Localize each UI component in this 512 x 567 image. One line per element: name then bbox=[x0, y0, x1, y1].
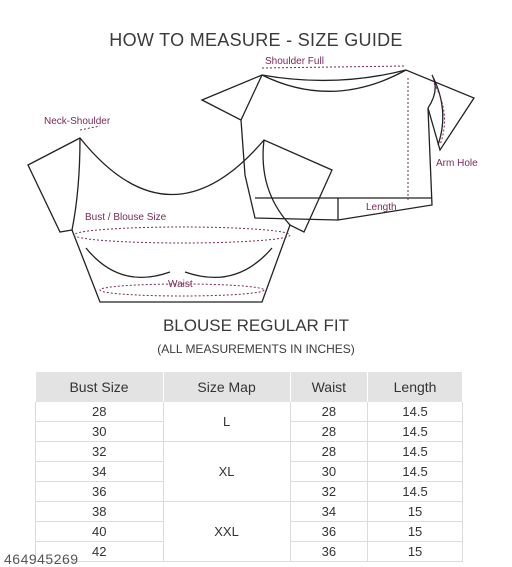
fit-title: BLOUSE REGULAR FIT bbox=[162, 316, 350, 335]
front-left-cup bbox=[86, 248, 170, 277]
bust-cell: 40 bbox=[36, 522, 164, 542]
length-cell: 14.5 bbox=[368, 442, 463, 462]
table-row bbox=[36, 402, 463, 422]
header-bust-size: Bust Size bbox=[36, 372, 164, 402]
size-chart-table bbox=[35, 372, 463, 562]
front-right-cup bbox=[185, 248, 272, 277]
length-cell: 14.5 bbox=[368, 422, 463, 442]
waist-cell: 28 bbox=[290, 442, 368, 462]
length-cell: 15 bbox=[368, 542, 463, 562]
length-label: Length bbox=[366, 202, 397, 213]
header-length: Length bbox=[368, 372, 463, 402]
blouse-measurement-diagram bbox=[0, 50, 512, 310]
table-row bbox=[36, 502, 463, 522]
neck-shoulder-label: Neck-Shoulder bbox=[44, 116, 111, 127]
header-size-map: Size Map bbox=[163, 372, 290, 402]
bust-label: Bust / Blouse Size bbox=[85, 212, 167, 223]
table-header-row bbox=[36, 372, 463, 402]
waist-cell: 36 bbox=[290, 522, 368, 542]
length-cell: 15 bbox=[368, 522, 463, 542]
bust-line bbox=[74, 227, 290, 243]
waist-cell: 30 bbox=[290, 462, 368, 482]
bust-cell: 36 bbox=[36, 482, 164, 502]
length-cell: 14.5 bbox=[368, 462, 463, 482]
waist-cell: 28 bbox=[290, 402, 368, 422]
watermark-text: 464945269 bbox=[4, 551, 79, 567]
header-waist: Waist bbox=[290, 372, 368, 402]
front-left-armhole bbox=[72, 138, 80, 230]
bust-cell: 42 bbox=[36, 542, 164, 562]
length-cell: 14.5 bbox=[368, 402, 463, 422]
waist-cell: 32 bbox=[290, 482, 368, 502]
bust-cell: 34 bbox=[36, 462, 164, 482]
size-map-cell: L bbox=[163, 402, 290, 442]
shoulder-full-label: Shoulder Full bbox=[265, 56, 324, 67]
bust-cell: 30 bbox=[36, 422, 164, 442]
bust-cell: 38 bbox=[36, 502, 164, 522]
waist-cell: 28 bbox=[290, 422, 368, 442]
size-guide-title: HOW TO MEASURE - SIZE GUIDE bbox=[109, 30, 403, 50]
waist-cell: 34 bbox=[290, 502, 368, 522]
arm-hole-label: Arm Hole bbox=[436, 158, 478, 169]
front-right-armhole bbox=[263, 140, 290, 225]
size-map-cell: XL bbox=[163, 442, 290, 502]
table-row bbox=[36, 442, 463, 462]
size-map-cell: XXL bbox=[163, 502, 290, 562]
waist-cell: 36 bbox=[290, 542, 368, 562]
length-cell: 14.5 bbox=[368, 482, 463, 502]
length-cell: 15 bbox=[368, 502, 463, 522]
bust-cell: 32 bbox=[36, 442, 164, 462]
waist-label: Waist bbox=[168, 279, 193, 290]
bust-cell: 28 bbox=[36, 402, 164, 422]
fit-subtitle: (ALL MEASUREMENTS IN INCHES) bbox=[157, 342, 355, 356]
